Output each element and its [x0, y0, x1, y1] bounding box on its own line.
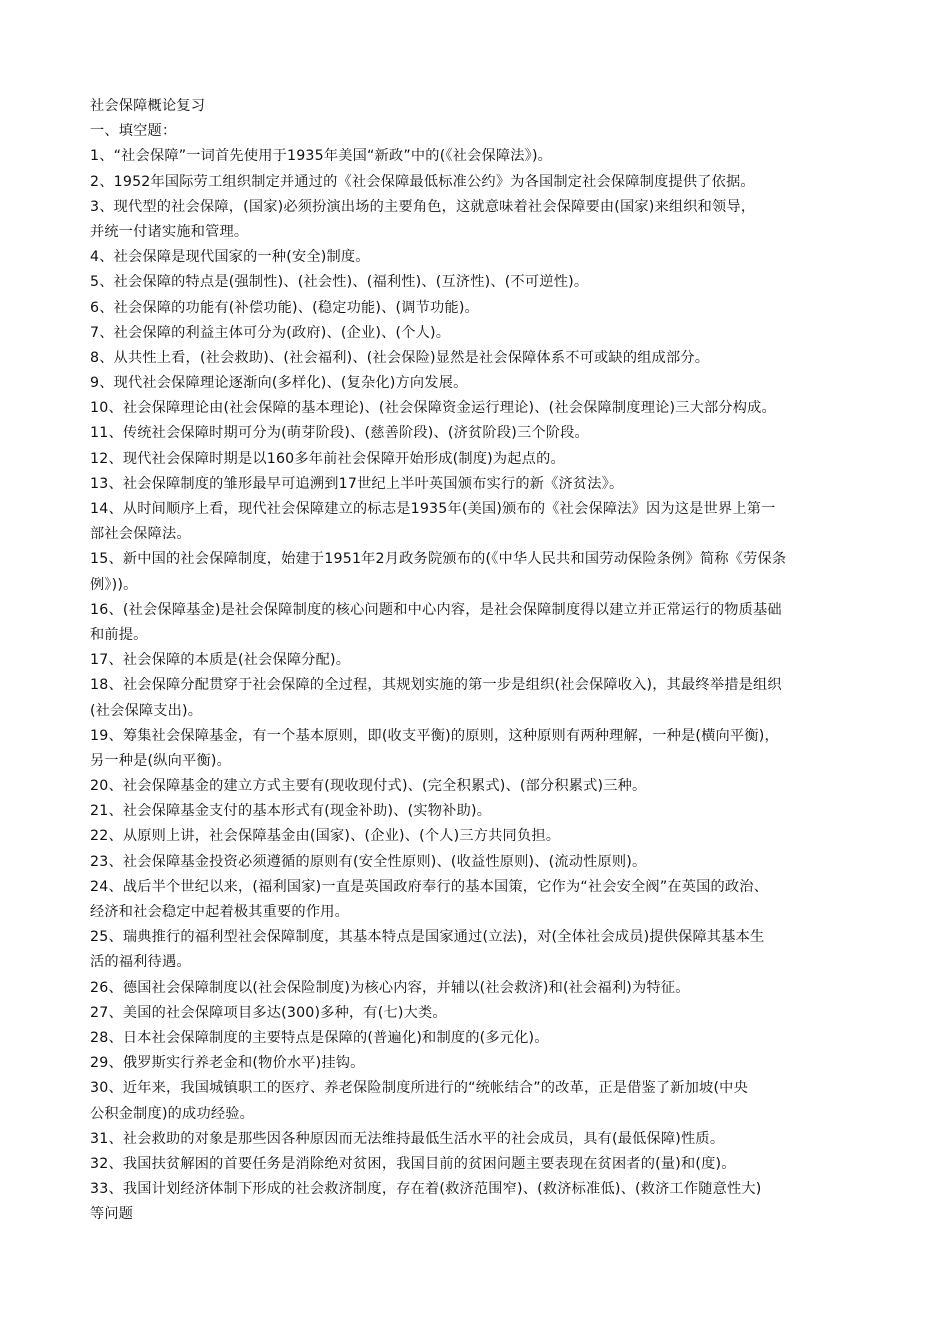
text-line: 公积金制度)的成功经验。 [90, 1105, 254, 1122]
text-line: 并统一付诸实施和管理。 [90, 223, 249, 240]
text-line: 22、从原则上讲，社会保障基金由(国家)、(企业)、(个人)三方共同负担。 [90, 828, 561, 845]
text-line: 28、日本社会保障制度的主要特点是保障的(普遍化)和制度的(多元化)。 [90, 1029, 549, 1046]
text-line: 2、1952年国际劳工组织制定并通过的《社会保障最低标准公约》为各国制定社会保障制度提供了依据。 [90, 173, 755, 190]
text-line: 活的福利待遇。 [90, 954, 191, 971]
text-line: 23、社会保障基金投资必须遵循的原则有(安全性原则)、(收益性原则)、(流动性原则)。 [90, 853, 647, 870]
text-line [90, 1227, 880, 1252]
text-line: (社会保障支出)。 [90, 702, 203, 719]
text-line: 20、社会保障基金的建立方式主要有(现收现付式)、(完全积累式)、(部分积累式)三种。 [90, 778, 647, 795]
text-line: 18、社会保障分配贯穿于社会保障的全过程，其规划实施的第一步是组织(社会保障收入)，其最终举措是组织 [90, 677, 782, 694]
text-line: 26、德国社会保障制度以(社会保险制度)为核心内容，并辅以(社会救济)和(社会福利)为特征。 [90, 979, 690, 996]
text-line: 5、社会保障的特点是(强制性)、(社会性)、(福利性)、(互济性)、(不可逆性)。 [90, 274, 589, 291]
text-line: 1、“社会保障”一词首先使用于1935年美国“新政”中的(《社会保障法》)。 [90, 148, 553, 165]
text-line: 10、社会保障理论由(社会保障的基本理论)、(社会保障资金运行理论)、(社会保障制度理论)三大部分构成。 [90, 400, 776, 417]
text-line: 9、现代社会保障理论逐渐向(多样化)、(复杂化)方向发展。 [90, 375, 468, 392]
text-line: 4、社会保障是现代国家的一种(安全)制度。 [90, 249, 370, 266]
text-line: 3、现代型的社会保障，(国家)必须扮演出场的主要角色，这就意味着社会保障要由(国家)来组织和领导， [90, 198, 756, 215]
text-line: 16、(社会保障基金)是社会保障制度的核心问题和中心内容，是社会保障制度得以建立并正常运行的物质基础 [90, 601, 782, 618]
text-line: 27、美国的社会保障项目多达(300)多种，有(七)大类。 [90, 1004, 447, 1021]
text-line: 15、新中国的社会保障制度，始建于1951年2月政务院颁布的(《中华人民共和国劳动保险条例》简称《劳保条 [90, 551, 787, 568]
text-line: 等问题 [90, 1206, 134, 1223]
section-heading: 一、填空题： [90, 123, 177, 140]
document-content [90, 94, 880, 1253]
text-line: 8、从共性上看，(社会救助)、(社会福利)、(社会保险)显然是社会保障体系不可或缺的组成部分。 [90, 349, 710, 366]
text-line: 11、传统社会保障时期可分为(萌芽阶段)、(慈善阶段)、(济贫阶段)三个阶段。 [90, 425, 589, 442]
text-line: 例》))。 [90, 576, 138, 593]
text-line: 24、战后半个世纪以来，(福利国家)一直是英国政府奉行的基本国策，它作为“社会安全阀”在英国的政治、 [90, 878, 769, 895]
text-line: 12、现代社会保障时期是以160多年前社会保障开始形成(制度)为起点的。 [90, 450, 565, 467]
text-line: 33、我国计划经济体制下形成的社会救济制度，存在着(救济范围窄)、(救济标准低)、(救济工作随意性大) [90, 1181, 762, 1198]
text-line: 7、社会保障的利益主体可分为(政府)、(企业)、(个人)。 [90, 324, 451, 341]
text-line: 经济和社会稳定中起着极其重要的作用。 [90, 904, 349, 920]
text-line: 6、社会保障的功能有(补偿功能)、(稳定功能)、(调节功能)。 [90, 299, 479, 316]
text-line: 部社会保障法。 [90, 526, 191, 543]
document-title: 社会保障概论复习 [90, 98, 206, 114]
text-line: 32、我国扶贫解困的首要任务是消除绝对贫困，我国目前的贫困问题主要表现在贫困者的(量)和(度)。 [90, 1155, 736, 1172]
text-line: 13、社会保障制度的雏形最早可追溯到17世纪上半叶英国颁布实行的新《济贫法》。 [90, 475, 624, 492]
text-line: 30、近年来，我国城镇职工的医疗、养老保险制度所进行的“统帐结合”的改革，正是借鉴了新加坡(中央 [90, 1080, 748, 1097]
text-line: 29、俄罗斯实行养老金和(物价水平)挂钩。 [90, 1055, 365, 1072]
text-line: 31、社会救助的对象是那些因各种原因而无法维持最低生活水平的社会成员，具有(最低保障)性质。 [90, 1130, 725, 1147]
text-line: 和前提。 [90, 626, 148, 643]
text-line: 21、社会保障基金支付的基本形式有(现金补助)、(实物补助)。 [90, 803, 492, 820]
text-line: 另一种是(纵向平衡)。 [90, 752, 231, 769]
text-line: 25、瑞典推行的福利型社会保障制度，其基本特点是国家通过(立法)，对(全体社会成员)提供保障其基本生 [90, 929, 765, 946]
text-line: 14、从时间顺序上看，现代社会保障建立的标志是1935年(美国)颁布的《社会保障法》因为这是世界上第一 [90, 501, 776, 517]
text-line: 17、社会保障的本质是(社会保障分配)。 [90, 652, 351, 669]
text-line: 19、筹集社会保障基金，有一个基本原则，即(收支平衡)的原则，这种原则有两种理解，一种是(横向平衡)， [90, 727, 779, 744]
